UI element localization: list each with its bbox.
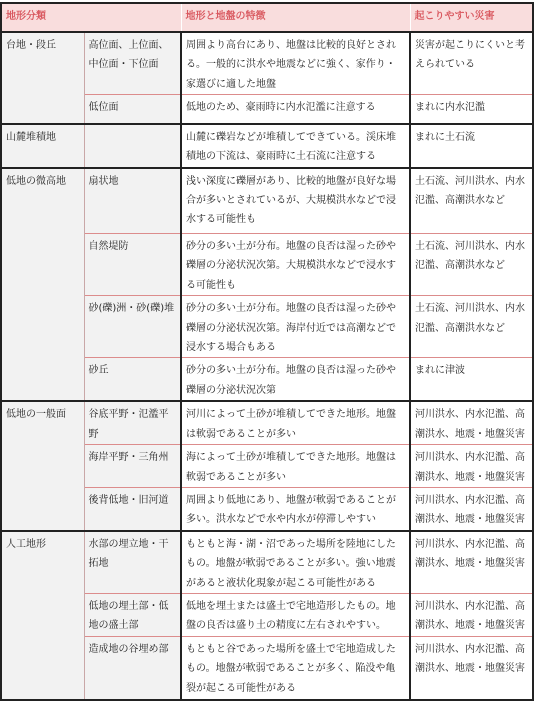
feature-cell: 山麓に礫岩などが堆積してできている。渓床堆積地の下流は、豪雨時に土石流に注意する — [181, 124, 410, 168]
feature-cell: 砂分の多い土が分布。地盤の良否は湿った砂や礫層の分泌状況次第 — [181, 358, 410, 401]
group-label-lowland-general: 低地の一般面 — [1, 401, 84, 530]
disaster-cell: 河川洪水、内水氾濫、高潮洪水、地震・地盤災害 — [410, 487, 533, 530]
feature-cell: もともと海・湖・沼であった場所を陸地にしたもの。地盤が軟弱であることが多い。強い地震があると液状化現象が起こる可能性がある — [181, 531, 410, 594]
header-disasters: 起こりやすい災害 — [410, 3, 533, 32]
group-label-piedmont: 山麓堆積地 — [1, 124, 84, 168]
table-row — [1, 32, 533, 95]
header-features: 地形と地盤の特徴 — [181, 3, 410, 32]
subcategory-label: 後背低地・旧河道 — [84, 487, 181, 530]
group-label-lowland-elevated: 低地の微高地 — [1, 168, 84, 402]
subcategory-label: 砂(礫)洲・砂(礫)堆 — [84, 296, 181, 358]
subcategory-label: 低位面 — [84, 95, 181, 124]
terrain-classification-table — [0, 2, 534, 701]
disaster-cell: 河川洪水、内水氾濫、高潮洪水、地震・地盤災害 — [410, 401, 533, 444]
subcategory-label: 谷底平野・氾濫平野 — [84, 401, 181, 444]
subcategory-label: 砂丘 — [84, 358, 181, 401]
disaster-cell: 河川洪水、内水氾濫、高潮洪水、地震・地盤災害 — [410, 531, 533, 594]
subcategory-label: 造成地の谷埋め部 — [84, 636, 181, 700]
feature-cell: 河川によって土砂が堆積してできた地形。地盤は軟弱であることが多い — [181, 401, 410, 444]
table-row — [1, 168, 533, 234]
disaster-cell: 土石流、河川洪水、内水氾濫、高潮洪水など — [410, 234, 533, 296]
disaster-cell: 河川洪水、内水氾濫、高潮洪水、地震・地盤災害 — [410, 593, 533, 636]
subcategory-label: 高位面、上位面、中位面・下位面 — [84, 32, 181, 95]
disaster-cell: まれに内水氾濫 — [410, 95, 533, 124]
feature-cell: 砂分の多い土が分布。地盤の良否は湿った砂や礫層の分泌状況次第。海岸付近では高潮などで浸水する場合もある — [181, 296, 410, 358]
feature-cell: 周囲より高台にあり、地盤は比較的良好とされる。一般的に洪水や地震などに強く、家作り・家選びに適した地盤 — [181, 32, 410, 95]
disaster-cell: 土石流、河川洪水、内水氾濫、高潮洪水など — [410, 296, 533, 358]
feature-cell: 浅い深度に礫層があり、比較的地盤が良好な場合が多いとされているが、大規模洪水などで浸水する可能性も — [181, 168, 410, 234]
group-label-artificial: 人工地形 — [1, 531, 84, 701]
subcategory-label: 水部の埋立地・干拓地 — [84, 531, 181, 594]
feature-cell: もともと谷であった場所を盛土で宅地造成したもの。地盤が軟弱であることが多く、陥没や亀裂が起こる可能性がある — [181, 636, 410, 700]
group-label-plateau: 台地・段丘 — [1, 32, 84, 124]
subcategory-label — [84, 124, 181, 168]
table-row — [1, 401, 533, 444]
header-terrain-classification: 地形分類 — [1, 3, 181, 32]
subcategory-label: 海岸平野・三角州 — [84, 445, 181, 488]
disaster-cell: まれに津波 — [410, 358, 533, 401]
feature-cell: 低地を埋土または盛土で宅地造形したもの。地盤の良否は盛り土の精度に左右されやすい。 — [181, 593, 410, 636]
disaster-cell: 土石流、河川洪水、内水氾濫、高潮洪水など — [410, 168, 533, 234]
feature-cell: 周囲より低地にあり、地盤が軟弱であることが多い。洪水などで水や内水が停滞しやすい — [181, 487, 410, 530]
feature-cell: 砂分の多い土が分布。地盤の良否は湿った砂や礫層の分泌状況次第。大規模洪水などで浸水する可能性も — [181, 234, 410, 296]
subcategory-label: 自然堤防 — [84, 234, 181, 296]
table-row — [1, 124, 533, 168]
terrain-table-container — [0, 2, 532, 701]
disaster-cell: 河川洪水、内水氾濫、高潮洪水、地震・地盤災害 — [410, 445, 533, 488]
subcategory-label: 低地の埋土部・低地の盛土部 — [84, 593, 181, 636]
subcategory-label: 扇状地 — [84, 168, 181, 234]
disaster-cell: まれに土石流 — [410, 124, 533, 168]
feature-cell: 低地のため、豪雨時に内水氾濫に注意する — [181, 95, 410, 124]
table-header-row — [1, 3, 533, 32]
disaster-cell: 河川洪水、内水氾濫、高潮洪水、地震・地盤災害 — [410, 636, 533, 700]
disaster-cell: 災害が起こりにくいと考えられている — [415, 40, 525, 71]
table-row — [1, 531, 533, 594]
feature-cell: 海によって土砂が堆積してできた地形。地盤は軟弱であることが多い — [181, 445, 410, 488]
